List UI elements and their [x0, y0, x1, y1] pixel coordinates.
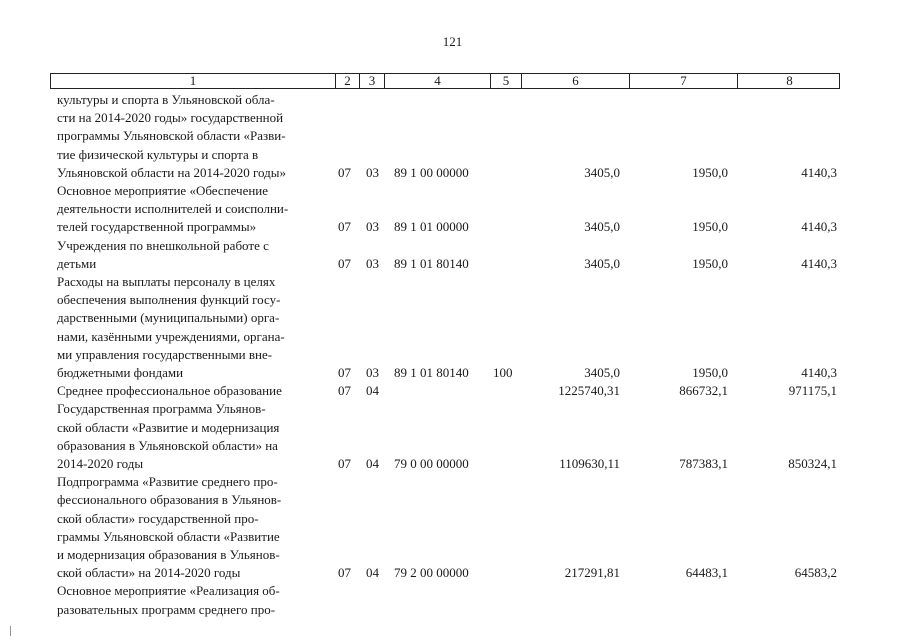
row-description [57, 473, 334, 582]
table-row [50, 382, 840, 400]
cell-col-7: 787383,1 [679, 455, 728, 471]
cell-col-4: 79 0 00 00000 [394, 455, 469, 471]
cell-col-8: 4140,3 [801, 255, 837, 271]
cell-col-6: 3405,0 [584, 255, 620, 271]
description-line: бюджетными фондами [57, 365, 184, 381]
table-row [50, 582, 840, 618]
cell-col-4: 89 1 01 80140 [394, 365, 469, 380]
description-line: Государственная программа Ульянов- [57, 401, 266, 417]
scan-mark [10, 626, 11, 636]
description-line: нами, казёнными учреждениями, органа- [57, 328, 285, 344]
description-line: ской области» на 2014-2020 годы [57, 565, 241, 581]
row-description [57, 400, 334, 473]
cell-col-6: 217291,81 [564, 565, 620, 581]
description-line: 2014-2020 годы [57, 456, 144, 471]
description-line: деятельности исполнителей и соисполни- [57, 201, 289, 217]
description-line: дарственными (муниципальными) орга- [57, 310, 280, 326]
description-line: и модернизация образования в Ульянов- [57, 547, 280, 562]
table-row [50, 273, 840, 382]
cell-col-3: 03 [366, 164, 379, 180]
description-line: культуры и спорта в Ульяновской обла- [57, 92, 275, 107]
cell-col-8: 64583,2 [794, 565, 837, 581]
cell-col-2: 07 [338, 455, 351, 471]
description-line: ской области «Развитие и модернизация [57, 419, 280, 435]
table-row [50, 237, 840, 273]
cell-col-4: 89 1 00 00000 [394, 164, 469, 180]
cell-col-4: 79 2 00 00000 [394, 565, 469, 581]
description-line: детьми [57, 255, 97, 271]
description-line: Ульяновской области на 2014-2020 годы» [57, 164, 287, 180]
cell-col-3: 03 [366, 365, 379, 380]
cell-col-7: 64483,1 [685, 565, 728, 581]
cell-col-2: 07 [338, 219, 351, 235]
page-number: 121 [442, 34, 463, 49]
cell-col-8: 4140,3 [801, 365, 837, 380]
cell-col-6: 1109630,11 [559, 455, 620, 471]
description-line: обеспечения выполнения функций госу- [57, 292, 281, 308]
cell-col-2: 07 [338, 565, 351, 581]
row-description [57, 91, 334, 182]
description-line: разовательных программ среднего про- [57, 601, 276, 617]
row-description [57, 382, 334, 400]
cell-col-8: 4140,3 [801, 164, 837, 180]
row-description [57, 182, 334, 237]
cell-col-3: 04 [366, 455, 379, 471]
description-line: образования в Ульяновской области» на [57, 437, 278, 453]
cell-col-3: 04 [366, 383, 379, 399]
description-line: телей государственной программы» [57, 219, 257, 235]
cell-col-7: 866732,1 [679, 383, 728, 399]
row-description [57, 582, 334, 618]
description-line: фессионального образования в Ульянов- [57, 492, 282, 508]
header-col-5: 5 [490, 74, 521, 88]
cell-col-7: 1950,0 [692, 164, 728, 180]
cell-col-3: 03 [366, 255, 379, 271]
cell-col-2: 07 [338, 383, 351, 399]
header-col-2: 2 [335, 74, 359, 88]
cell-col-7: 1950,0 [692, 219, 728, 235]
table-row [50, 91, 840, 182]
description-line: Расходы на выплаты персоналу в целях [57, 274, 276, 289]
table-row [50, 400, 840, 473]
cell-col-7: 1950,0 [692, 255, 728, 271]
cell-col-2: 07 [338, 255, 351, 271]
cell-col-6: 3405,0 [584, 164, 620, 180]
table-row [50, 182, 840, 237]
cell-col-7: 1950,0 [692, 365, 728, 380]
header-col-3: 3 [359, 74, 384, 88]
description-line: Основное мероприятие «Реализация об- [57, 583, 280, 599]
row-description [57, 237, 334, 273]
cell-col-2: 07 [338, 365, 351, 380]
table-header [50, 73, 840, 89]
header-col-1: 1 [189, 73, 197, 88]
header-col-4: 4 [384, 74, 490, 88]
cell-col-3: 03 [366, 219, 379, 235]
description-line: тие физической культуры и спорта в [57, 146, 259, 162]
description-line: граммы Ульяновской области «Развитие [57, 528, 280, 544]
description-line: ской области» государственной про- [57, 510, 259, 526]
cell-col-6: 3405,0 [584, 365, 620, 380]
header-col-6: 6 [521, 74, 629, 88]
cell-col-4: 89 1 01 80140 [394, 255, 469, 271]
row-description [57, 273, 334, 382]
header-col-7: 7 [629, 74, 737, 88]
header-col-8: 8 [737, 74, 841, 88]
description-line: Среднее профессиональное образование [57, 383, 282, 399]
cell-col-2: 07 [338, 164, 351, 180]
description-line: Учреждения по внешкольной работе с [57, 237, 269, 253]
cell-col-8: 4140,3 [801, 219, 837, 235]
description-line: Подпрограмма «Развитие среднего про- [57, 474, 278, 490]
cell-col-6: 3405,0 [584, 219, 620, 235]
cell-col-8: 850324,1 [788, 455, 837, 471]
description-line: программы Ульяновской области «Разви- [57, 128, 286, 144]
description-line: ми управления государственными вне- [57, 346, 273, 362]
cell-col-4: 89 1 01 00000 [394, 219, 469, 235]
description-line: сти на 2014-2020 годы» государственной [57, 110, 284, 126]
table-row [50, 473, 840, 582]
cell-col-5: 100 [493, 365, 513, 380]
cell-col-6: 1225740,31 [558, 383, 620, 399]
cell-col-3: 04 [366, 565, 379, 581]
description-line: Основное мероприятие «Обеспечение [57, 183, 269, 198]
cell-col-8: 971175,1 [788, 383, 837, 399]
